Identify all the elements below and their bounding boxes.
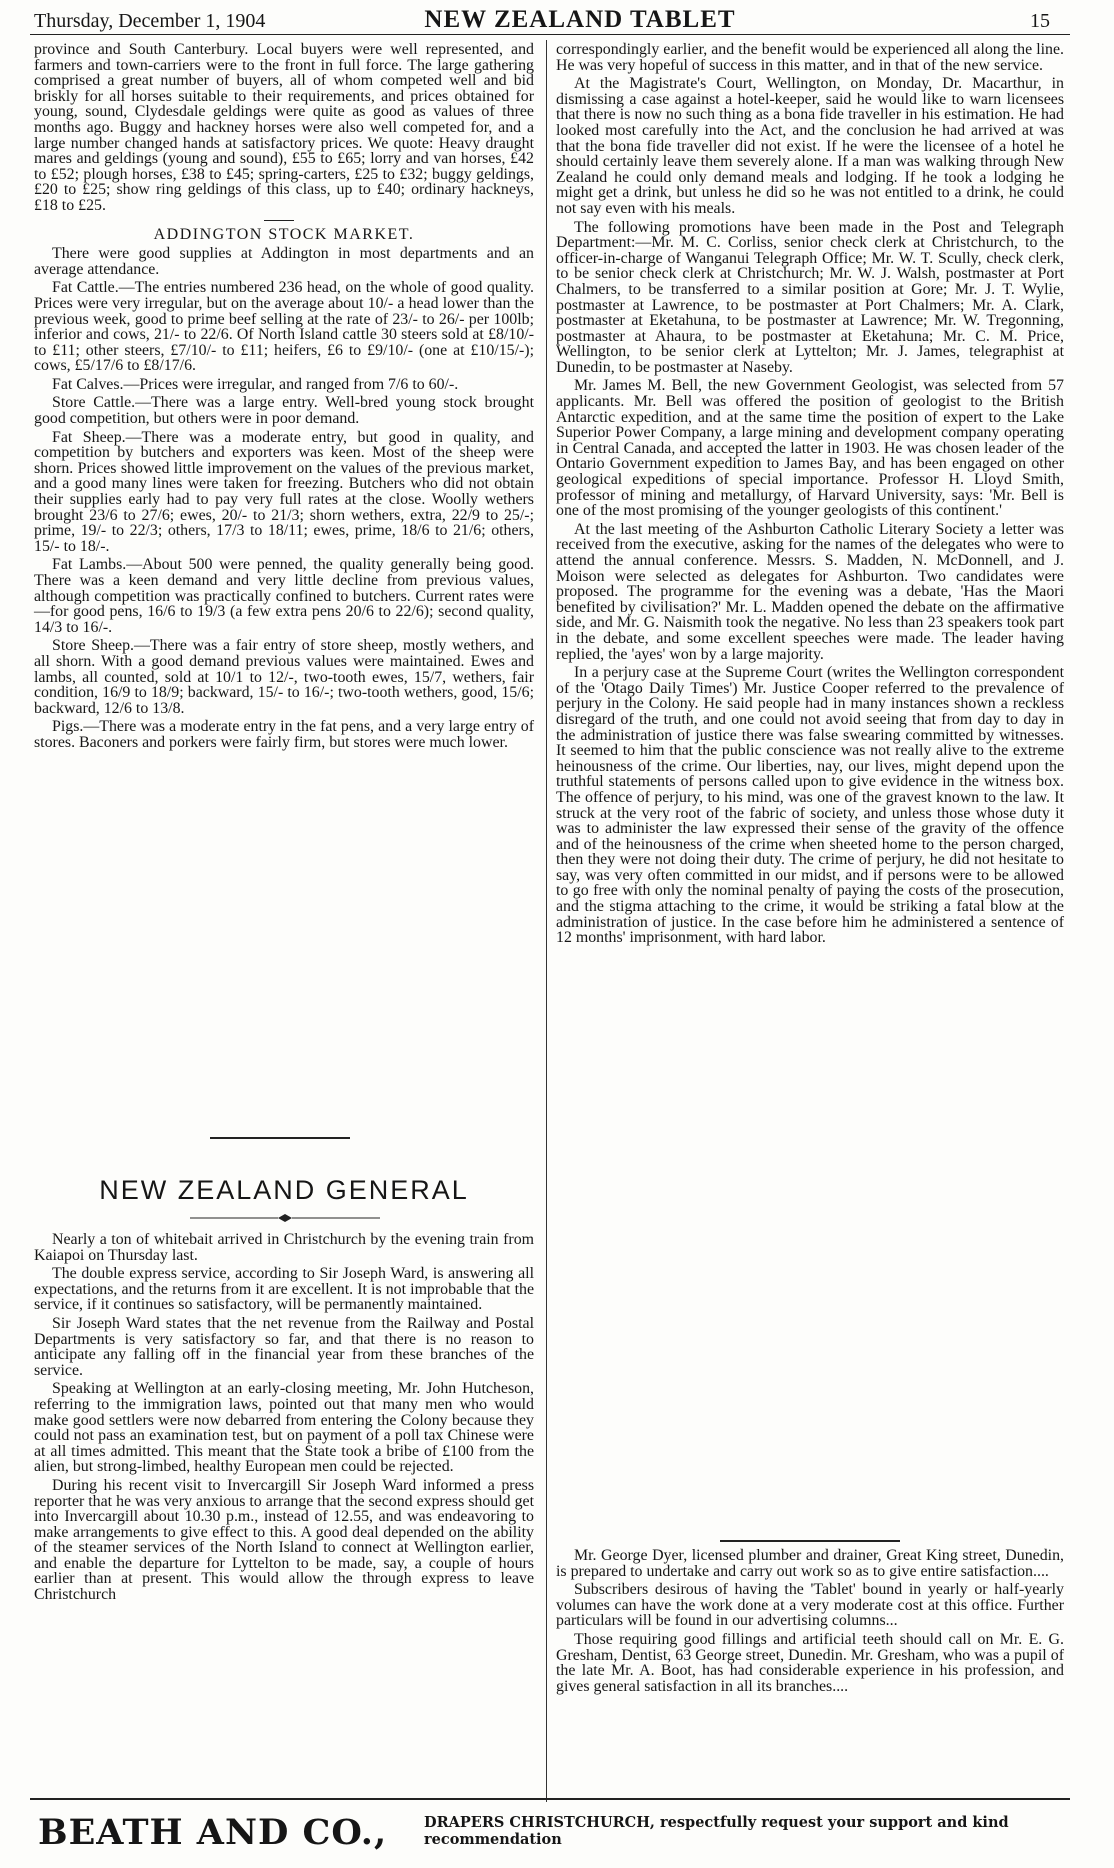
right-column [556,42,1064,949]
perjury-paragraph: In a perjury case at the Supreme Court (writes the Wellington correspondent of the 'Otago Daily Times') Mr. Justice Cooper referred to the prevalence of perjury in the Colony. He said people had in many instances shown a reckless disregard of the truth, and one could not avoid seeing that from day to day in the administration of justice there was false swearing committed by witnesses. It seemed to him that the public conscience was not really alive to the extreme heinousness of the crime. Our liberties, nay, our lives, might depend upon the truthful statements of persons called upon to give evidence in the witness box. The offence of perjury, to his mind, was one of the gravest known to the law. It struck at the very root of the fabric of society, and unless those whose duty it was to administer the law expressed their sense of the gravity of the offence and of the heinousness of the crime when sheeted home to the person charged, then they were not doing their duty. The crime of perjury, he did not hesitate to say, was very often committed in our midst, and if persons were to be allowed to go free with only the nominal penalty of paying the costs of the prosecution, and the stigma attaching to the crime, it would be striking a fatal blow at the administration of justice. In the case before him he administered a sentence of 12 months' imprisonment, with hard labor. [556,664,1064,947]
footer-rule [30,1798,1070,1800]
issue-date: Thursday, December 1, 1904 [34,10,266,32]
geologist-paragraph: Mr. James M. Bell, the new Government Geologist, was selected from 57 applicants. Mr. Bell was offered the position of geologist to the British Antarctic expedition, and at the same time the position of expert to the Lake Superior Power Company, a large mining and development company operating in Central Canada, and accepted the latter in 1903. He was chosen leader of the Ontario Government expedition to James Bay, and has been engaged on other geological expeditions of special importance. Professor H. Lloyd Smith, professor of mining and metallurgy, of Harvard University, says: 'Mr. Bell is one of the most promising of the younger geologists of this continent.' [556,377,1064,520]
notices-column [556,1548,1064,1697]
masthead-title: NEW ZEALAND TABLET [424,6,736,33]
section-title: NEW ZEALAND GENERAL [99,1175,469,1205]
continued-paragraph: correspondingly earlier, and the benefit would be experienced all along the line. He was very hopeful of success in this matter, and in that of the new service. [556,41,1064,74]
immigration-paragraph: Speaking at Wellington at an early-closing meeting, Mr. John Hutcheson, referring to the immigration laws, pointed out that many men who would make good settlers were now debarred from entering the Colony because they could not pass an examination test, but on payment of a poll tax Chinese were at all times admitted. This meant that the State took a bribe of £100 from the alien, but strong-limbed, healthy European men could be rejected. [34,1380,534,1476]
pigs-paragraph: Pigs.—There was a moderate entry in the fat pens, and a very large entry of stores. Baconers and porkers were fairly firm, but stores were much lower. [34,718,534,751]
left-column [34,42,534,754]
page-number: 15 [1030,10,1050,32]
store-sheep-paragraph: Store Sheep.—There was a fair entry of store sheep, mostly wethers, and all shorn. With a good demand previous values were maintained. Ewes and lambs, all counted, sold at 10/1 to 12/-, two-tooth ewes, 15/7, wethers, fair condition, 16/9 to 18/9; backward, 15/- to 16/-; two-tooth wethers, good, 15/6; backward, 12/6 to 13/8. [34,637,534,717]
advert-firm-name: BEATH AND CO., [38,1812,388,1853]
column-divider [546,40,547,1802]
dentist-notice: Those requiring good fillings and artificial teeth should call on Mr. E. G. Gresham, Dentist, 63 George street, Dunedin. Mr. Gresham, who was a pupil of the late Mr. A. Boot, has had considerable experience in his profession, and gives general satisfaction in all its branches.... [556,1630,1064,1695]
revenue-paragraph: Sir Joseph Ward states that the net revenue from the Railway and Postal Departments is very satisfactory so far, and that there is no reason to anticipate any falling off in the financial year from these branches of the service. [34,1314,534,1379]
ornament-divider [190,1213,380,1223]
subscribers-notice: Subscribers desirous of having the 'Tablet' bound in yearly or half-yearly volumes can have the work done at a very moderate cost at this office. Further particulars will be found in our advertising columns... [556,1581,1064,1630]
section-rule [210,1137,350,1139]
fat-lambs-paragraph: Fat Lambs.—About 500 were penned, the quality generally being good. There was a keen demand and very little decline from previous values, although competition was practically confined to butchers. Current rates were—for good pens, 16/6 to 19/3 (a few extra pens 20/6 to 22/6); second quality, 14/3 to 16/-. [34,556,534,636]
horse-sale-paragraph: province and South Canterbury. Local buyers were well represented, and farmers and town-carriers were to the front in full force. The large gathering comprised a great number of buyers, all of whom competed well and bid briskly for all horses suitable to their requirements, and prices obtained for young, sound, Clydesdale geldings were quite as good as values of three months ago. Buggy and hackney horses were also well competed for, and a large number changed hands at satisfactory prices. We quote: Heavy draught mares and geldings (young and sound), £55 to £65; lorry and van horses, £42 to £52; plough horses, £38 to £45; spring-carters, £25 to £32; buggy geldings, £20 to £25; show ring geldings of this class, up to £40; ordinary hackneys, £18 to £25. [34,41,534,214]
notices-rule [720,1540,900,1542]
advert-request: respectfully request your support and kind recommendation [424,1814,1009,1848]
store-cattle-paragraph: Store Cattle.—There was a large entry. Well-bred young stock brought good competition, but others were in poor demand. [34,394,534,428]
addington-intro: There were good supplies at Addington in most departments and an average attendance. [34,245,534,278]
advert-trade: DRAPERS CHRISTCHURCH, [424,1814,655,1831]
fat-sheep-paragraph: Fat Sheep.—There was a moderate entry, but good in quality, and competition by butchers and exporters was keen. Most of the sheep were shorn. Prices showed little improvement on the values of the previous market, and a good many lines were taken for freezing. Butchers who did not obtain their supplies early had to pay very full rates at the close. Woolly wethers brought 23/6 to 27/6; ewes, 20/- to 21/3; shorn wethers, extra, 22/9 to 25/-; prime, 19/- to 22/3; others, 17/3 to 18/11; ewes, prime, 18/6 to 21/6; others, 15/- to 18/-. [34,428,534,555]
addington-heading: ADDINGTON STOCK MARKET. [153,225,415,243]
nz-general-body [34,1232,534,1606]
page-header [30,4,1070,34]
whitebait-paragraph: Nearly a ton of whitebait arrived in Christchurch by the evening train from Kaiapoi on Thursday last. [34,1231,534,1264]
promotions-paragraph: The following promotions have been made in the Post and Telegraph Department:—Mr. M. C. Corliss, senior check clerk at Christchurch, to the officer-in-charge of Wanganui Telegraph Office; Mr. W. T. Scully, check clerk, to be senior check clerk at Christchurch; Mr. W. J. Walsh, postmaster at Port Chalmers, to be transferred to a similar position at Gore; Mr. J. T. Wylie, postmaster at Lawrence, to be postmaster at Port Chalmers; Mr. A. Clark, postmaster at Eketahuna, to be postmaster at Lawrence; Mr. W. Tregonning, postmaster at Ahaura, to be postmaster at Eketahuna; Mr. C. M. Price, Wellington, to be senior clerk at Lyttelton; Mr. J. James, telegraphist at Dunedin, to be postmaster at Naseby. [556,218,1064,376]
invercargill-paragraph: During his recent visit to Invercargill Sir Joseph Ward informed a press reporter that he was very anxious to arrange that the second express should get into Invercargill about 10.30 p.m., instead of 12.55, and was endeavoring to make arrangements to give effect to this. A good deal depended on the ability of the steamer services of the North Island to connect at Wellington earlier, and enable the departure for Lyttelton to be made, say, a couple of hours earlier than at present. This would allow the through express to leave Christchurch [34,1476,534,1604]
express-service-paragraph: The double express service, according to Sir Joseph Ward, is answering all expectations, and the returns from it are excellent. It is not improbable that the service, if it continues so satisfactory, will be permanently maintained. [34,1265,534,1314]
fat-cattle-paragraph: Fat Cattle.—The entries numbered 236 head, on the whole of good quality. Prices were very irregular, but on the average about 10/- a head lower than the previous week, good to prime beef selling at the rate of 23/- to 26/- per 100lb; inferior and cows, 21/- to 22/6. Of North Island cattle 30 steers sold at £8/10/- to £11; other steers, £7/10/- to £11; heifers, £6 to £9/10/- (one at £10/15/-); cows, £5/17/6 to £8/17/6. [34,279,534,375]
ashburton-paragraph: At the last meeting of the Ashburton Catholic Literary Society a letter was received from the executive, asking for the names of the delegates who were to attend the annual conference. Messrs. S. Madden, N. McDonnell, and J. Moison were selected as delegates for Ashburton. Two candidates were proposed. The programme for the evening was a debate, 'Has the Maori benefited by civilisation?' Mr. L. Madden opened the debate on the affirmative side, and Mr. G. Naismith took the negative. No less than 23 speakers took part in the debate, and some excellent speeches were made. The leader having replied, the 'ayes' won by a large majority. [556,520,1064,663]
fat-calves-paragraph: Fat Calves.—Prices were irregular, and ranged from 7/6 to 60/-. [52,375,459,393]
magistrate-paragraph: At the Magistrate's Court, Wellington, on Monday, Dr. Macarthur, in dismissing a case against a hotel-keeper, said he would like to warn licensees that there is now no such thing as a bona fide traveller in his estimation. He had looked most carefully into the Act, and the conclusion he had arrived at was that the bona fide traveller did not exist. If he were the licensee of a hotel he should certainly leave them severely alone. If a man was walking through New Zealand he could only demand meals and lodging. If he took a lodging he might get a drink, but unless he did so he was not entitled to a drink, he could not say even with his meals. [556,75,1064,217]
header-rule [30,34,1070,35]
subhead-rule [264,220,294,221]
plumber-notice: Mr. George Dyer, licensed plumber and drainer, Great King street, Dunedin, is prepared to undertake and carry out work so as to give entire satisfaction.... [556,1547,1064,1580]
advert-text [424,1814,1074,1848]
advertisement [34,1808,1074,1862]
